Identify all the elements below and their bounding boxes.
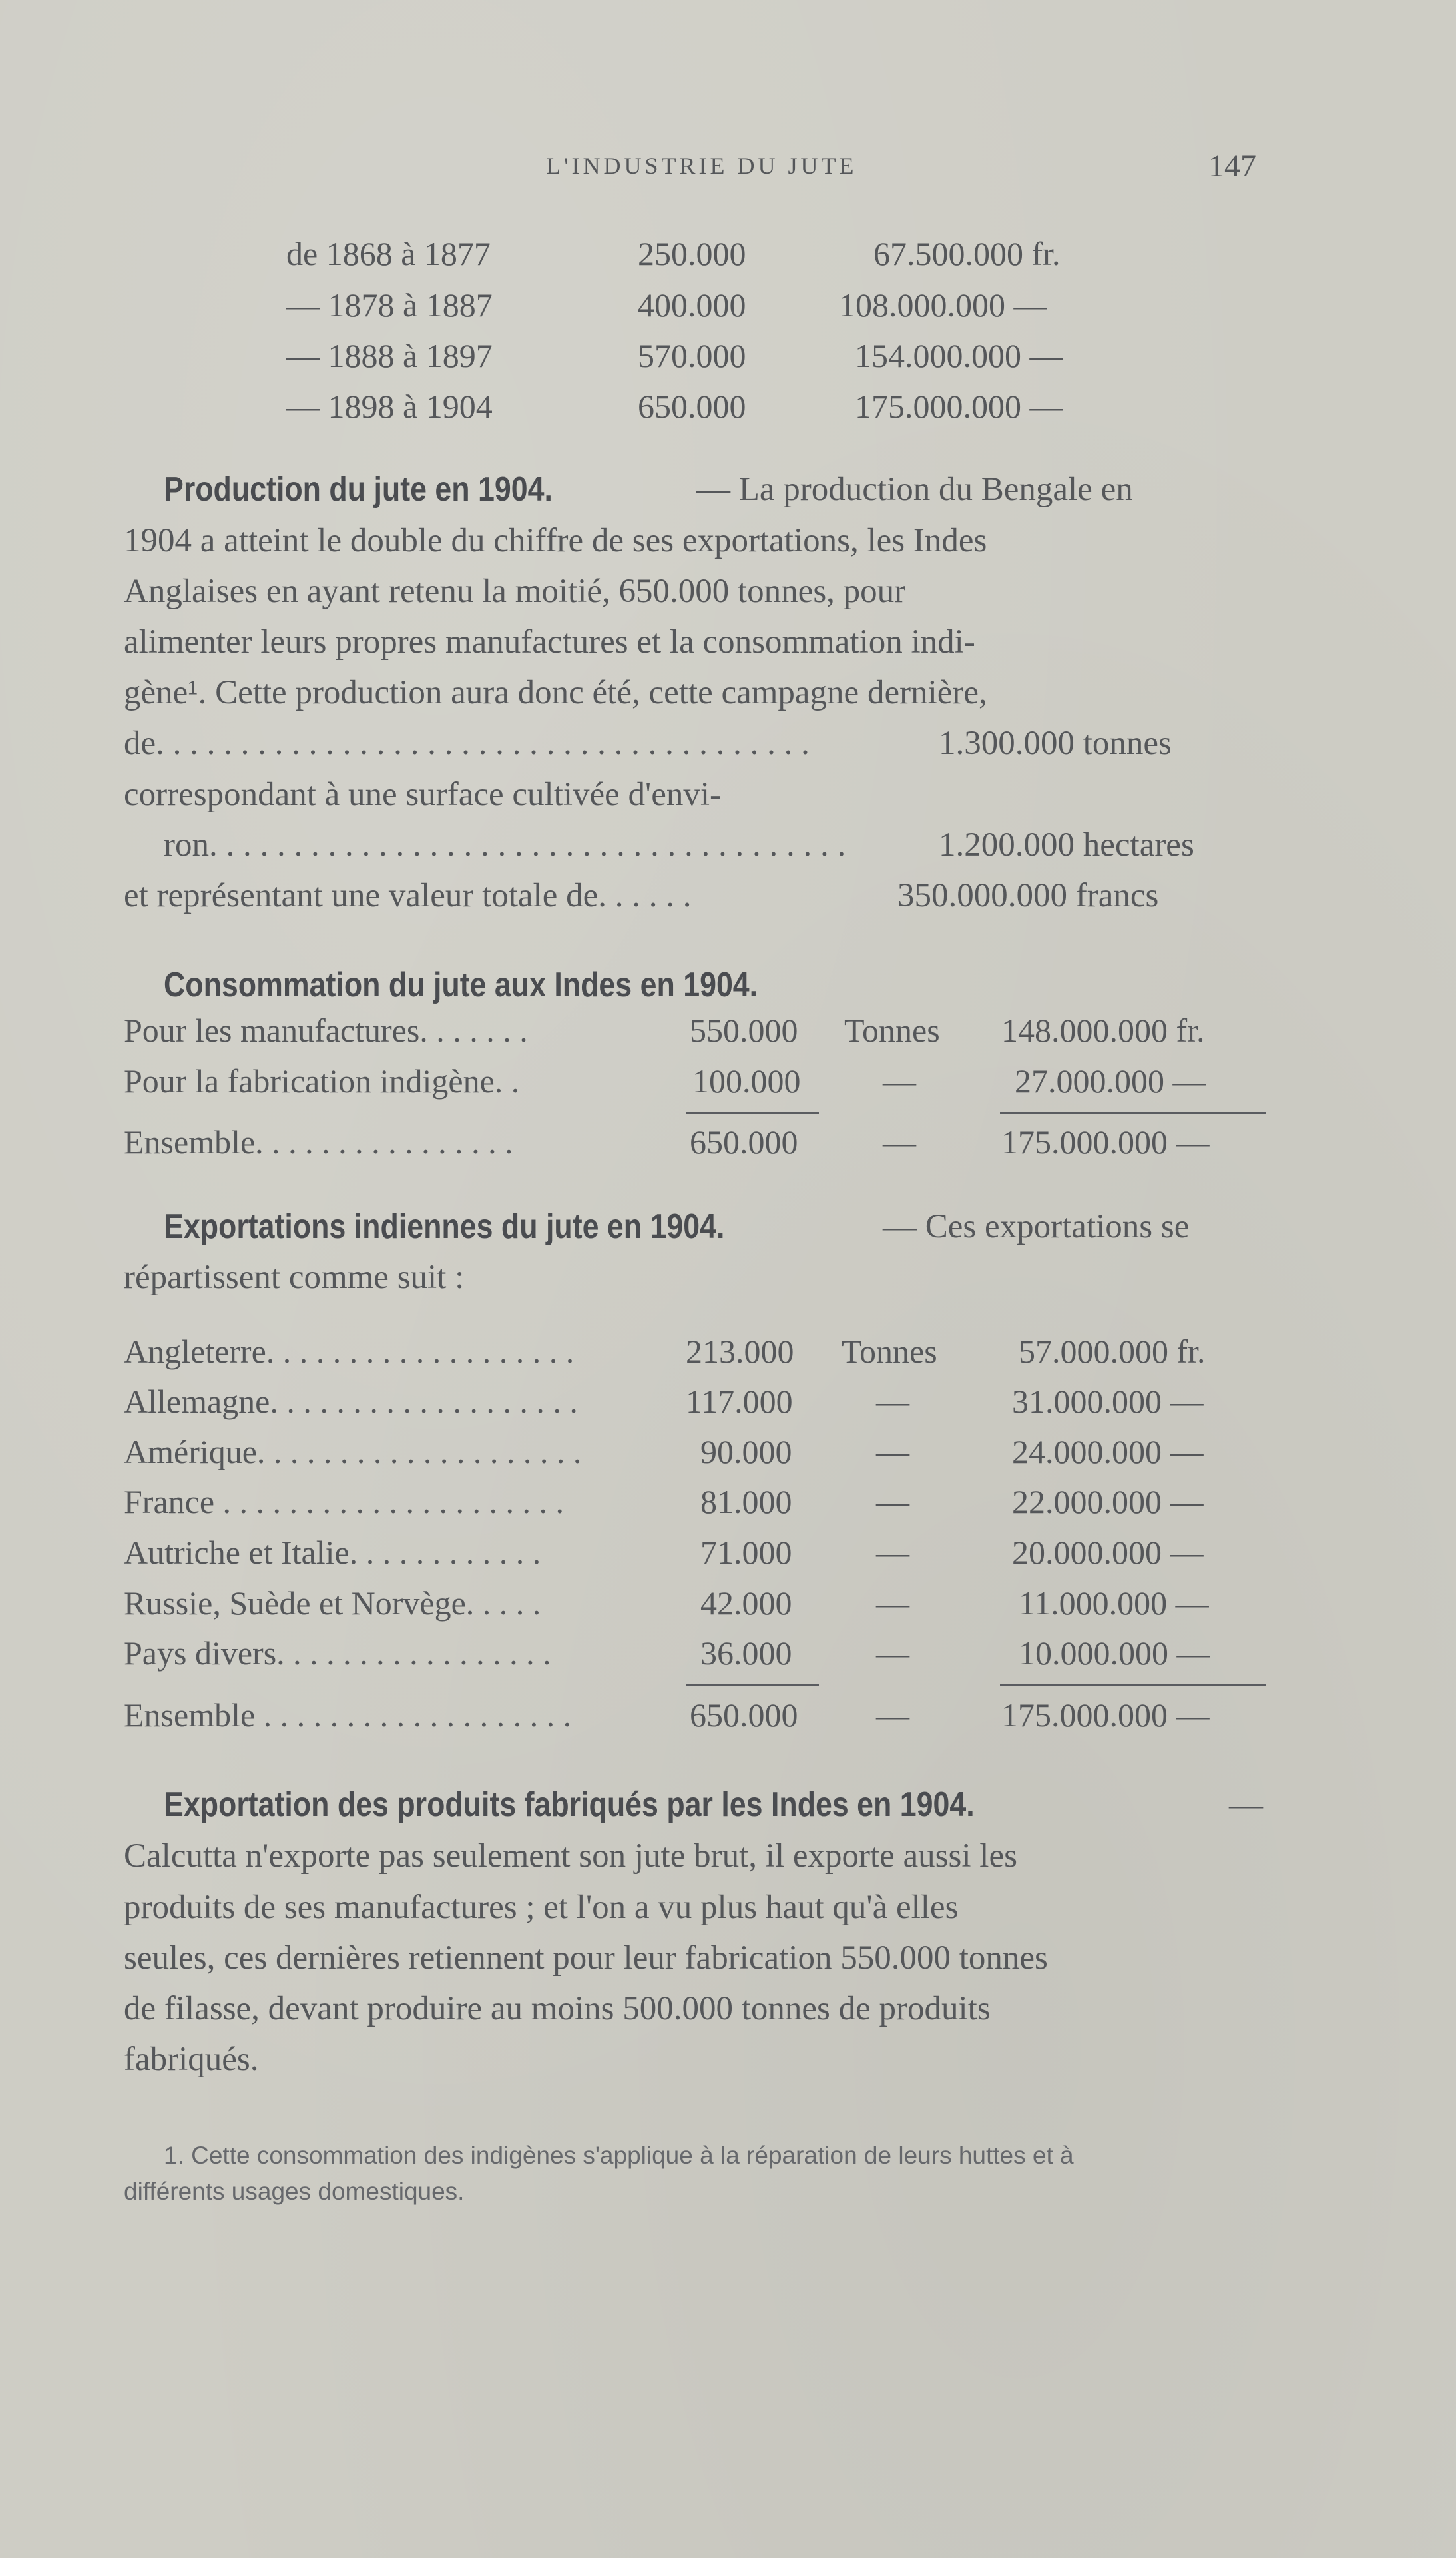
row-unit: Tonnes — [844, 1012, 940, 1049]
row-unit: — — [876, 1584, 909, 1622]
period-value: 67.500.000 fr. — [873, 235, 1061, 272]
sum-rule — [686, 1112, 819, 1114]
row-value: 20.000.000 — — [1012, 1534, 1204, 1571]
row-label: Amérique. . . . . . . . . . . . . . . . . . . . — [124, 1433, 582, 1470]
production-surface: 1.200.000 hectares — [939, 826, 1194, 864]
row-value: 175.000.000 — — [1001, 1123, 1210, 1161]
section-heading-exports: Exportations indiennes du jute en 1904. — [164, 1207, 725, 1246]
table-row — [0, 1011, 1456, 1062]
row-unit: — — [876, 1696, 909, 1734]
production-line-8-label: ron. . . . . . . . . . . . . . . . . . . . . . . . . . . . . . . . . . . . . . — [164, 826, 846, 864]
row-tonnes: 90.000 — [700, 1433, 792, 1470]
consumption-heading-line — [164, 960, 854, 1011]
row-value: 27.000.000 — — [1015, 1062, 1206, 1100]
row-unit: Tonnes — [842, 1333, 937, 1370]
table-row — [0, 387, 1456, 438]
manufactured-line-3: produits de ses manufactures ; et l'on a vu plus haut qu'à elles — [124, 1889, 959, 1926]
sum-rule — [1000, 1112, 1266, 1114]
period-value: 154.000.000 — — [855, 337, 1063, 374]
section-heading-consumption: Consommation du jute aux Indes en 1904. — [164, 966, 758, 1004]
row-tonnes: 650.000 — [690, 1123, 798, 1161]
production-line-6-label: de. . . . . . . . . . . . . . . . . . . . . . . . . . . . . . . . . . . . . . . — [124, 725, 810, 762]
row-label: Allemagne. . . . . . . . . . . . . . . . . . . — [124, 1383, 578, 1420]
table-row-total — [0, 1696, 1456, 1746]
production-line-4: alimenter leurs propres manufactures et la consommation indi- — [124, 623, 975, 661]
row-value: 148.000.000 fr. — [1001, 1012, 1205, 1049]
exports-line-1 — [164, 1201, 1190, 1253]
period-label: — 1888 à 1897 — [286, 337, 493, 374]
row-tonnes: 42.000 — [700, 1584, 792, 1622]
period-tonnes: 400.000 — [638, 286, 746, 324]
table-row — [0, 1433, 1456, 1483]
section-heading-manufactured: Exportation des produits fabriqués par les Indes en 1904. — [164, 1785, 975, 1824]
running-header: L'INDUSTRIE DU JUTE — [546, 153, 857, 179]
table-row-total — [0, 1123, 1456, 1173]
production-line-3: Anglaises en ayant retenu la moitié, 650.000 tonnes, pour — [124, 573, 906, 610]
row-tonnes: 213.000 — [686, 1333, 794, 1370]
row-tonnes: 81.000 — [700, 1483, 792, 1520]
period-label: — 1878 à 1887 — [286, 286, 493, 324]
period-label: — 1898 à 1904 — [286, 388, 493, 425]
manufactured-line-4: seules, ces dernières retiennent pour leur fabrication 550.000 tonnes — [124, 1939, 1048, 1977]
table-row — [0, 1584, 1456, 1634]
row-label: Ensemble. . . . . . . . . . . . . . . . — [124, 1123, 513, 1161]
row-value: 11.000.000 — — [1019, 1584, 1209, 1622]
production-line-7: correspondant à une surface cultivée d'envi- — [124, 776, 722, 813]
period-tonnes: 250.000 — [638, 235, 746, 272]
row-unit: — — [876, 1634, 909, 1672]
table-row — [0, 1533, 1456, 1584]
production-line-1 — [164, 464, 1133, 515]
row-unit: — — [876, 1433, 909, 1470]
row-value: 24.000.000 — — [1012, 1433, 1204, 1470]
row-unit: — — [876, 1383, 909, 1420]
row-unit: — — [876, 1483, 909, 1520]
row-tonnes: 550.000 — [690, 1012, 798, 1049]
section-heading-production: Production du jute en 1904. — [164, 470, 553, 509]
production-line-2: 1904 a atteint le double du chiffre de ses exportations, les Indes — [124, 522, 987, 559]
row-label: Pour les manufactures. . . . . . . — [124, 1012, 528, 1049]
row-tonnes: 117.000 — [686, 1383, 793, 1420]
row-value: 57.000.000 fr. — [1019, 1333, 1206, 1370]
manufactured-line-6: fabriqués. — [124, 2041, 259, 2078]
period-tonnes: 570.000 — [638, 337, 746, 374]
row-unit: — — [883, 1123, 916, 1161]
production-value: 350.000.000 francs — [897, 877, 1159, 914]
row-value: 22.000.000 — — [1012, 1483, 1204, 1520]
row-value: 175.000.000 — — [1001, 1696, 1210, 1734]
row-value: 10.000.000 — — [1019, 1634, 1210, 1672]
row-label: Russie, Suède et Norvège. . . . . — [124, 1584, 541, 1622]
production-total-tonnes: 1.300.000 tonnes — [939, 725, 1172, 762]
row-label: Autriche et Italie. . . . . . . . . . . . — [124, 1534, 541, 1571]
table-row — [0, 1332, 1456, 1383]
row-tonnes: 36.000 — [700, 1634, 792, 1672]
row-tonnes: 71.000 — [700, 1534, 792, 1571]
sum-rule — [686, 1684, 819, 1686]
manufactured-line-1 — [164, 1779, 1263, 1831]
footnote-line-2: différents usages domestiques. — [124, 2178, 465, 2205]
row-label: Angleterre. . . . . . . . . . . . . . . . . . . — [124, 1333, 575, 1370]
manufactured-line-5: de filasse, devant produire au moins 500.000 tonnes de produits — [124, 1990, 991, 2027]
row-unit: — — [876, 1534, 909, 1571]
row-label: Pour la fabrication indigène. . — [124, 1062, 520, 1100]
row-label: Pays divers. . . . . . . . . . . . . . . . . — [124, 1634, 551, 1672]
production-text: — La production du Bengale en — [696, 471, 1133, 508]
period-tonnes: 650.000 — [638, 388, 746, 425]
period-value: 108.000.000 — — [839, 286, 1047, 324]
table-row — [0, 1382, 1456, 1433]
manufactured-dash: — — [1229, 1786, 1263, 1823]
page-number: 147 — [1208, 149, 1256, 184]
manufactured-line-2: Calcutta n'exporte pas seulement son jute brut, il exporte aussi les — [124, 1837, 1017, 1875]
table-row — [0, 234, 1456, 285]
table-row — [0, 336, 1456, 387]
row-unit: — — [883, 1062, 916, 1100]
row-label: Ensemble . . . . . . . . . . . . . . . . . . . — [124, 1696, 572, 1734]
table-row — [0, 1482, 1456, 1533]
row-tonnes: 650.000 — [690, 1696, 798, 1734]
table-row — [0, 1062, 1456, 1112]
row-value: 31.000.000 — — [1012, 1383, 1204, 1420]
exports-line-2: répartissent comme suit : — [124, 1259, 465, 1296]
period-value: 175.000.000 — — [855, 388, 1063, 425]
footnote-line-1: 1. Cette consommation des indigènes s'applique à la réparation de leurs huttes et à — [164, 2142, 1074, 2169]
period-label: de 1868 à 1877 — [286, 235, 491, 272]
table-row — [0, 1634, 1456, 1684]
row-tonnes: 100.000 — [692, 1062, 801, 1100]
sum-rule — [1000, 1684, 1266, 1686]
exports-intro: — Ces exportations se — [883, 1208, 1190, 1245]
production-line-5: gène¹. Cette production aura donc été, cette campagne dernière, — [124, 674, 987, 711]
table-row — [0, 286, 1456, 336]
row-label: France . . . . . . . . . . . . . . . . . . . . . — [124, 1483, 565, 1520]
production-line-9-label: et représentant une valeur totale de. . . . . . — [124, 877, 692, 914]
